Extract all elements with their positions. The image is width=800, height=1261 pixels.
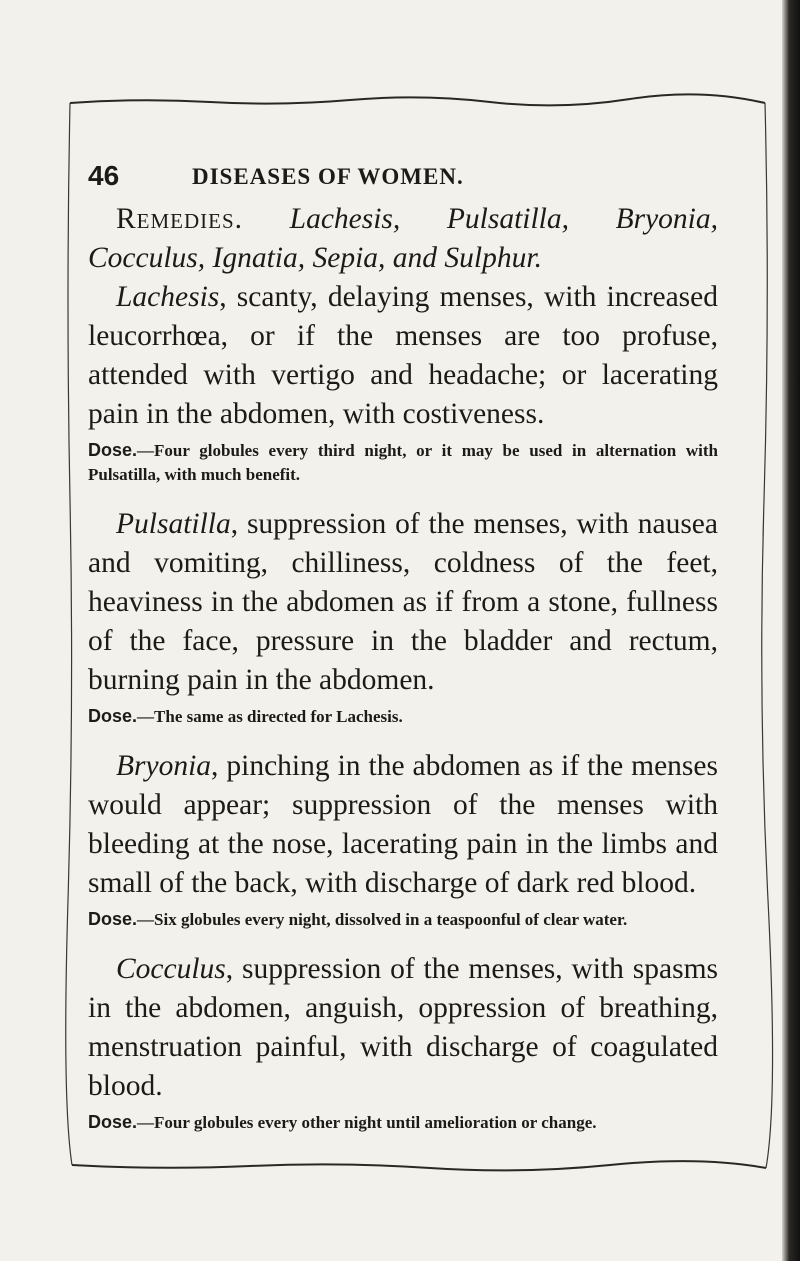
remedy-description: , scanty, delaying menses, with increased leucorrhœa, or if the menses are too profuse, attended with vertigo and headache; or lacerating pain in the abdomen, with costiveness.	[88, 281, 718, 430]
remedies-list: Lachesis, Pulsatilla, Bryonia, Cocculus, Ignatia, Sepia, and Sulphur.	[88, 203, 718, 274]
dose-label: Dose.	[88, 440, 138, 460]
remedy-description: , pinching in the abdomen as if the menses would appear; suppression of the menses with bleeding at the nose, lacerating pain in the limbs and small of the back, with discharge of dark red blood.	[88, 750, 718, 899]
dose-note	[88, 704, 718, 729]
dose-note	[88, 1110, 718, 1135]
dose-text: —Four globules every third night, or it may be used in alternation with Pulsatilla, with much benefit.	[88, 441, 718, 484]
dose-text: —Four globules every other night until amelioration or change.	[137, 1113, 597, 1132]
remedies-label: Remedies.	[116, 203, 244, 235]
section-pulsatilla	[88, 505, 718, 700]
page-number: 46	[88, 160, 120, 191]
section-bryonia	[88, 747, 718, 903]
dose-label: Dose.	[88, 909, 138, 929]
remedy-name: Pulsatilla	[116, 508, 231, 540]
dose-label: Dose.	[88, 706, 138, 726]
page-header	[88, 160, 728, 196]
remedy-name: Lachesis	[116, 281, 220, 313]
remedies-intro	[88, 200, 718, 278]
section-cocculus	[88, 950, 718, 1106]
dose-note	[88, 438, 718, 487]
section-lachesis	[88, 278, 718, 434]
remedy-name: Bryonia	[116, 750, 212, 782]
book-spine-shadow	[782, 0, 800, 1261]
dose-text: —The same as directed for Lachesis.	[137, 707, 403, 726]
dose-text: —Six globules every night, dissolved in a teaspoonful of clear water.	[137, 910, 628, 929]
dose-label: Dose.	[88, 1112, 138, 1132]
dose-note	[88, 907, 718, 932]
page-body	[88, 200, 718, 1135]
remedy-name: Cocculus	[116, 953, 226, 985]
running-title: DISEASES OF WOMEN.	[192, 164, 464, 189]
remedy-description: , suppression of the menses, with spasms in the abdomen, anguish, oppression of breathing, menstruation painful, with discharge of coagulated blood.	[88, 953, 718, 1102]
remedy-description: , suppression of the menses, with nausea and vomiting, chilliness, coldness of the feet, heaviness in the abdomen as if from a stone, fullness of the face, pressure in the bladder and rectum, burning pain in the abdomen.	[88, 508, 718, 696]
